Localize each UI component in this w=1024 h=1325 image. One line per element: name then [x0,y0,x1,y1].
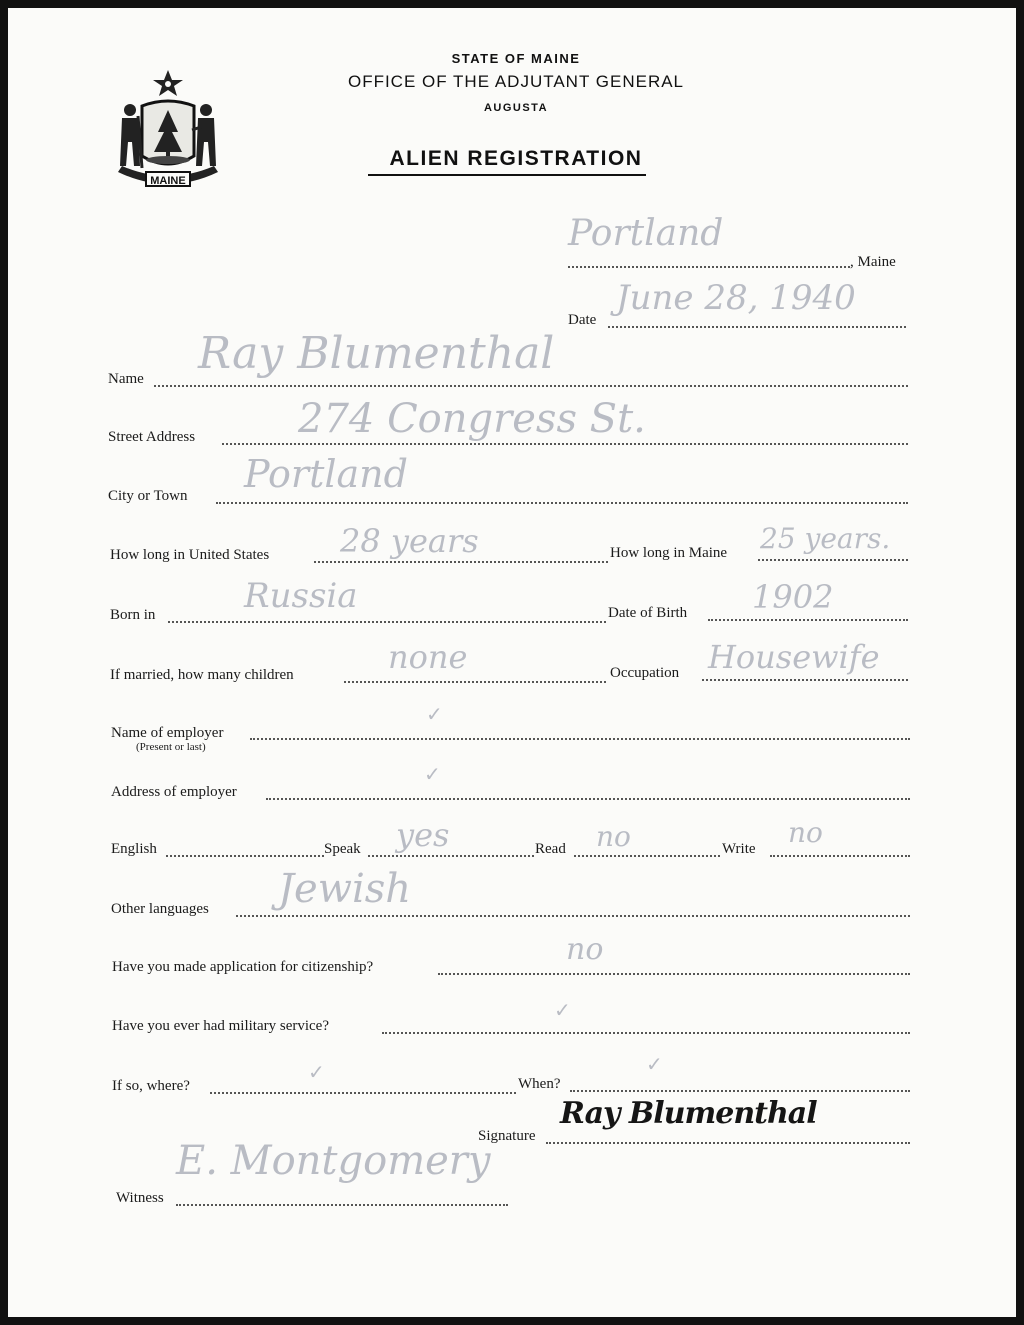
name-label: Name [108,371,144,387]
employer-name-line [250,738,910,740]
born-in-line [168,621,606,623]
when-line [570,1090,910,1092]
location-value: Portland [568,213,724,254]
us-duration-label: How long in United States [110,547,270,563]
registration-form [8,8,1016,1317]
witness-line [176,1204,508,1206]
street-line [222,443,908,445]
occupation-value: Housewife [708,638,880,676]
birth-date-value: 1902 [752,578,834,616]
employer-name-sublabel: (Present or last) [136,741,206,753]
signature-label: Signature [478,1128,536,1144]
date-line [608,326,906,328]
write-line [770,855,910,857]
citizenship-value: no [566,932,604,967]
maine-duration-value: 25 years. [760,522,891,555]
where-line [210,1092,516,1094]
seal-text: MAINE [150,175,186,187]
military-check-mark: ✓ [554,1000,571,1022]
born-in-value: Russia [244,576,358,616]
location-line [568,266,850,268]
citizenship-line [438,973,910,975]
witness-label: Witness [116,1190,164,1206]
when-label: When? [518,1076,561,1092]
english-label: English [111,841,157,857]
office-heading: OFFICE OF THE ADJUTANT GENERAL [347,72,685,91]
employer-address-label: Address of employer [111,784,237,800]
employer-name-label: Name of employer [111,725,224,741]
birth-date-label: Date of Birth [608,605,688,621]
occupation-line [702,679,908,681]
children-label: If married, how many children [110,667,294,683]
english-line [166,855,324,857]
name-value: Ray Blumenthal [198,328,555,379]
title-underline [368,174,646,176]
children-value: none [388,638,468,676]
military-line [382,1032,910,1034]
read-label: Read [535,841,566,857]
city-heading: AUGUSTA [483,102,549,114]
other-languages-value: Jewish [278,866,412,912]
maine-duration-line [758,559,908,561]
date-label: Date [568,312,597,328]
us-duration-line [314,561,608,563]
employer-address-check-mark: ✓ [424,764,441,786]
signature-value: Ray Blumenthal [560,1096,817,1131]
name-line [154,385,908,387]
location-suffix-label: , Maine [850,254,896,270]
maine-duration-label: How long in Maine [610,545,728,561]
employer-name-check-mark: ✓ [426,704,443,726]
witness-value: E. Montgomery [176,1138,491,1184]
date-value: June 28, 1940 [616,278,856,318]
children-line [344,681,606,683]
where-label: If so, where? [112,1078,190,1094]
city-value: Portland [244,452,408,496]
city-label: City or Town [108,488,188,504]
speak-label: Speak [324,841,361,857]
citizenship-label: Have you made application for citizenship? [112,959,374,975]
street-label: Street Address [108,429,196,445]
write-value: no [788,816,823,849]
birth-date-line [708,619,908,621]
city-line [216,502,908,504]
born-in-label: Born in [110,607,156,623]
form-title: ALIEN REGISTRATION [389,147,643,170]
us-duration-value: 28 years [340,522,479,560]
speak-value: yes [396,816,450,854]
other-languages-line [236,915,910,917]
employer-address-line [266,798,910,800]
signature-line [546,1142,910,1144]
other-languages-label: Other languages [111,901,209,917]
read-value: no [596,820,631,853]
state-heading: STATE OF MAINE [451,51,581,66]
where-check-mark: ✓ [308,1062,325,1084]
occupation-label: Occupation [610,665,680,681]
read-line [574,855,720,857]
military-label: Have you ever had military service? [112,1018,329,1034]
speak-line [368,855,534,857]
street-value: 274 Congress St. [298,396,646,442]
write-label: Write [722,841,756,857]
when-check-mark: ✓ [646,1054,663,1076]
